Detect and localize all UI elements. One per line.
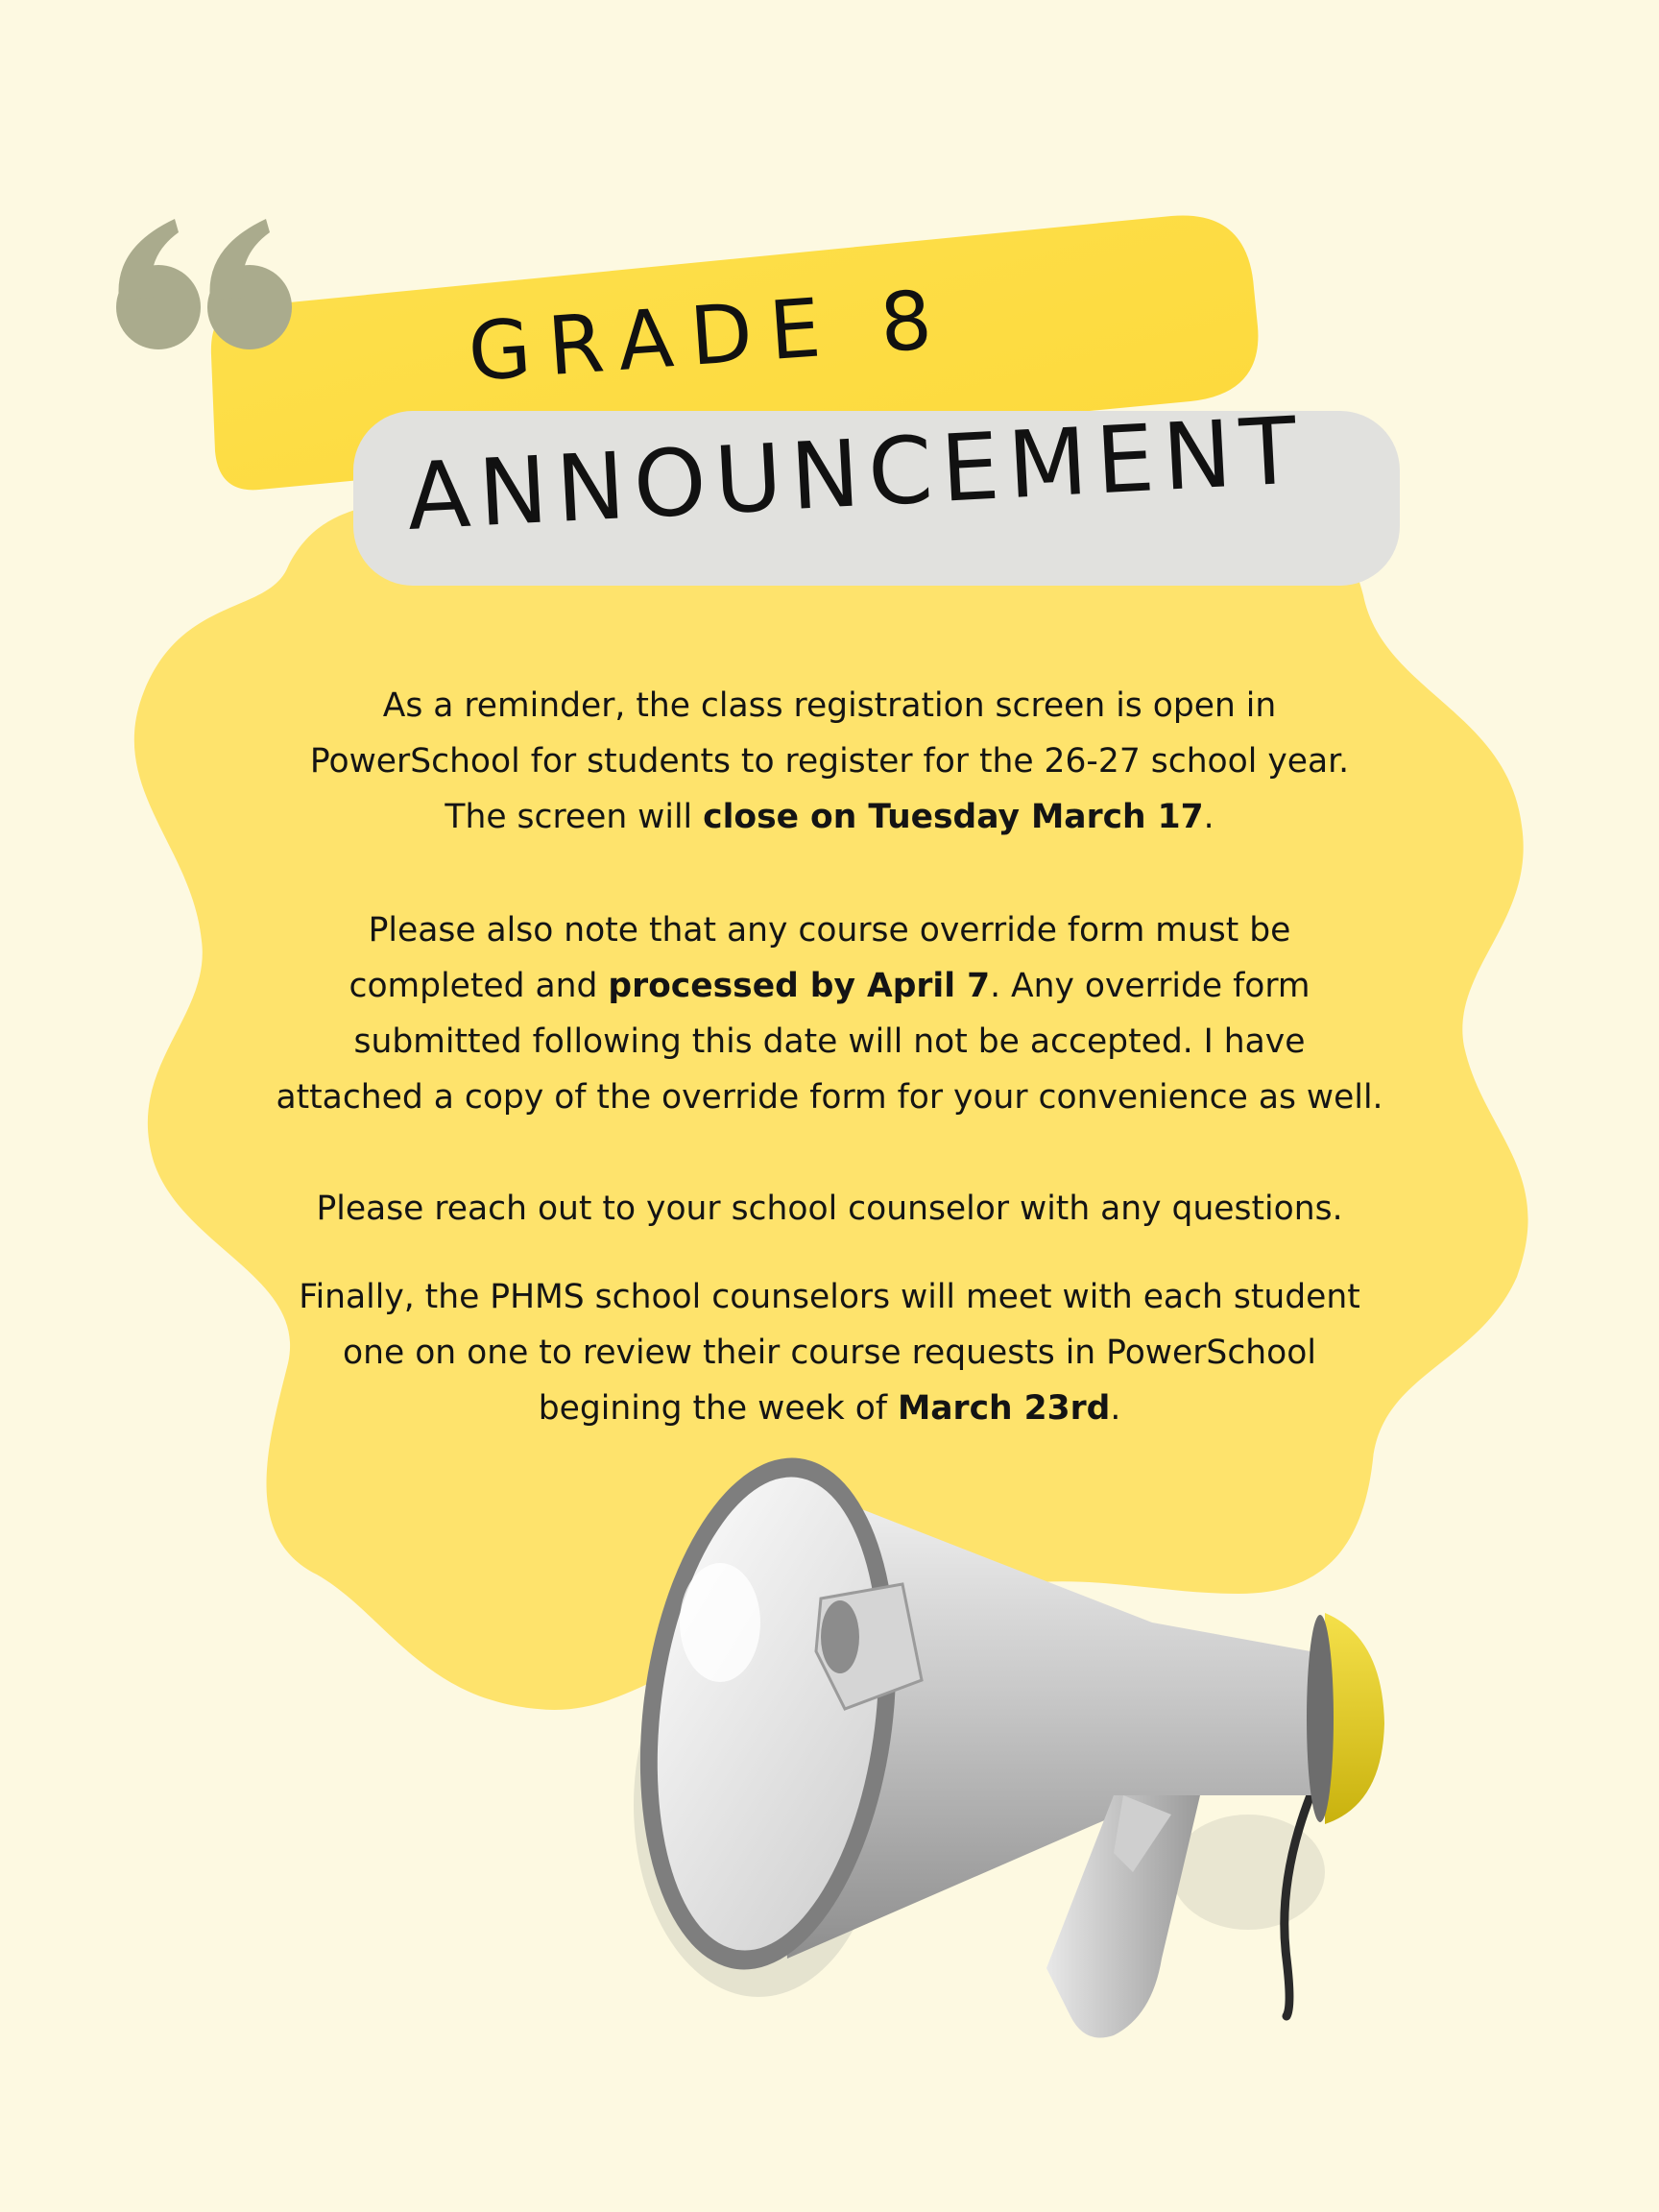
text-line: Please reach out to your school counselor with any questions. <box>316 1190 1343 1228</box>
text-line: PowerSchool for students to register for the 26-27 school year. <box>309 742 1350 781</box>
text-line: Finally, the PHMS school counselors will meet with each student <box>299 1278 1360 1316</box>
paragraph-counselor <box>182 1181 1477 1237</box>
text-line: As a reminder, the class registration screen is open in <box>382 686 1277 725</box>
paragraph-registration <box>182 678 1477 845</box>
text-line: submitted following this date will not be accepted. I have <box>353 1022 1306 1061</box>
paragraph-meetings <box>182 1269 1477 1436</box>
text-line <box>182 789 1477 845</box>
megaphone-bell-highlight <box>680 1563 760 1682</box>
quote-mark-icon <box>116 219 292 349</box>
text-line <box>182 958 1477 1014</box>
paragraph-override <box>182 902 1477 1125</box>
text-run: completed and <box>349 967 609 1005</box>
text-line: one on one to review their course requests in PowerSchool <box>343 1334 1316 1372</box>
text-run: . <box>1203 798 1214 836</box>
heading-grade: GRADE 8 <box>465 272 952 399</box>
megaphone-cap <box>1325 1613 1384 1824</box>
megaphone-ring <box>1307 1615 1334 1822</box>
text-run: . <box>1110 1389 1121 1428</box>
text-run: The screen will <box>445 798 704 836</box>
emphasis-close-date: close on Tuesday March 17 <box>703 798 1204 836</box>
text-line: Please also note that any course override form must be <box>368 911 1291 950</box>
megaphone-tweeter-center <box>821 1600 859 1673</box>
text-run: . Any override form <box>990 967 1310 1005</box>
heading-announcement: ANNOUNCEMENT <box>404 397 1309 551</box>
text-run: begining the week of <box>538 1389 898 1428</box>
emphasis-process-date: processed by April 7 <box>608 967 991 1005</box>
text-line: attached a copy of the override form for your convenience as well. <box>276 1078 1383 1117</box>
megaphone-icon <box>614 1421 1421 2093</box>
emphasis-meeting-date: March 23rd <box>897 1389 1111 1428</box>
